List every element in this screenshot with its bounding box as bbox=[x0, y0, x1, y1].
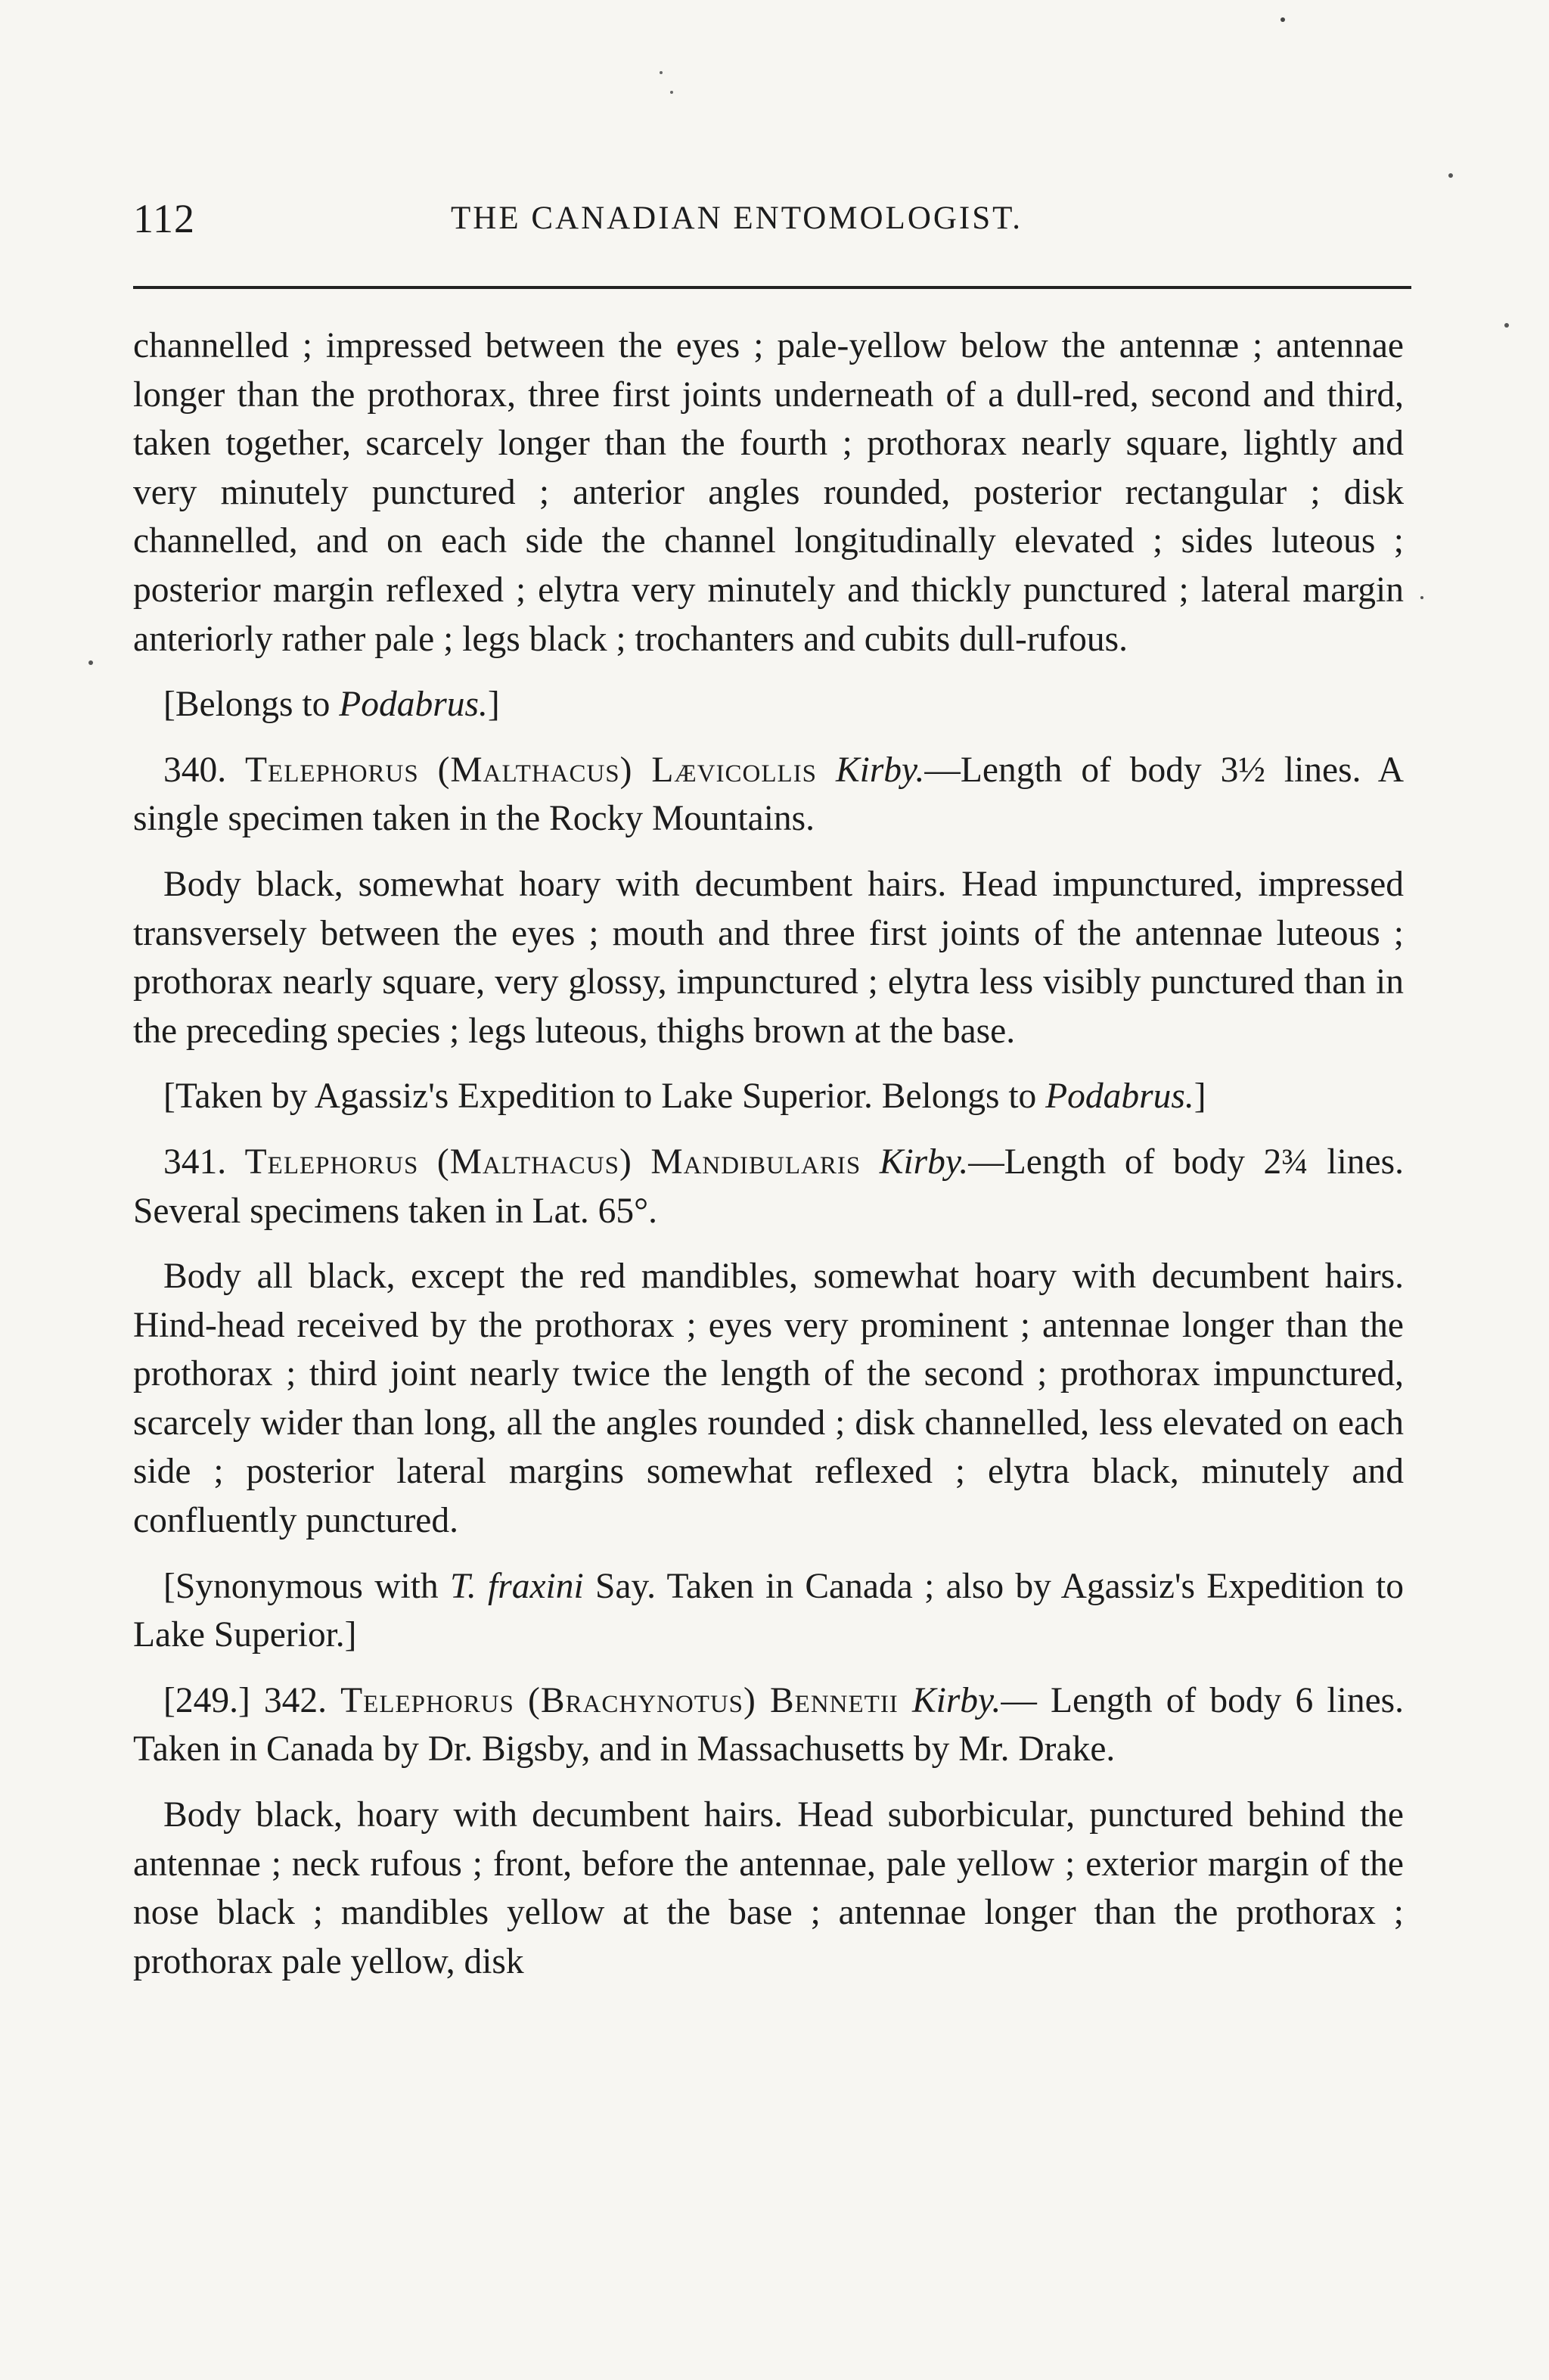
paragraph-note-341 bbox=[133, 1562, 1404, 1660]
speck bbox=[660, 71, 663, 74]
species-entry-342 bbox=[133, 1676, 1404, 1774]
page-header bbox=[133, 195, 1404, 248]
species-name: Bennetii bbox=[770, 1680, 899, 1720]
entry-ref: [249.] bbox=[163, 1680, 250, 1720]
note-text-rest: Say. Taken in Canada ; also by Agassiz's Expedition to Lake Superior.] bbox=[133, 1566, 1404, 1655]
note-close: ] bbox=[487, 685, 500, 725]
note-text: [Belongs to bbox=[163, 685, 340, 725]
speck bbox=[1504, 323, 1509, 328]
paragraph-description-341: Body all black, except the red mandibles, somewhat hoary with decumbent hairs. Hind-head received by the prothorax ; eyes very prominent ; antennae longer than the prothorax ; third joint nearly twice the length of the second ; prothorax impunctured, scarcely wider than long, all the angles rounded ; disk channelled, less elevated on each side ; posterior lateral margins somewhat reflexed ; elytra black, minutely and confluently punctured. bbox=[133, 1257, 1404, 1541]
entry-text: — Length of body 6 lines. Taken in Canada by Dr. Bigsby, and in Massachusetts by Mr. Drake. bbox=[133, 1680, 1405, 1769]
paragraph-continuation: channelled ; impressed between the eyes ; pale-yellow below the antennæ ; antennae longer than the prothorax, three first joints underneath of a dull-red, second and third, taken together, scarcely longer than the fourth ; prothorax nearly square, lightly and very minutely punctured ; anterior angles rounded, posterior rectangular ; disk channelled, and on each side the channel longitudinally elevated ; sides luteous ; posterior margin reflexed ; elytra very minutely and thickly punctured ; lateral margin anteriorly rather pale ; legs black ; trochanters and cubits dull-rufous. bbox=[133, 326, 1404, 659]
genus-name: Podabrus. bbox=[339, 685, 488, 725]
header-rule bbox=[133, 286, 1411, 289]
subgenus-name: (Malthacus) bbox=[436, 1142, 632, 1182]
species-name: T. fraxini bbox=[449, 1566, 584, 1606]
entry-number: 340. bbox=[163, 750, 227, 790]
entry-text: —Length of body 3½ lines. A single specimen taken in the Rocky Mountains. bbox=[133, 750, 1405, 839]
note-text: [Taken by Agassiz's Expedition to Lake Superior. Belongs to bbox=[163, 1077, 1046, 1117]
subgenus-name: (Brachynotus) bbox=[528, 1680, 756, 1720]
speck bbox=[1420, 596, 1423, 599]
paragraph-description-340: Body black, somewhat hoary with decumbent hairs. Head impunctured, impressed transversely between the eyes ; mouth and three first joints of the antennae luteous ; prothorax nearly square, very glossy, impunctured ; elytra less visibly punctured than in the preceding species ; legs luteous, thighs brown at the base. bbox=[133, 864, 1404, 1051]
genus-name: Podabrus. bbox=[1045, 1077, 1194, 1117]
speck bbox=[88, 660, 93, 665]
page-body bbox=[133, 322, 1404, 1986]
paragraph-description-342: Body black, hoary with decumbent hairs. Head suborbicular, punctured behind the antennae ; neck rufous ; front, before the antennae, pale yellow ; exterior margin of the nose black ; mandibles yellow at the base ; antennae longer than the prothorax ; prothorax pale yellow, disk bbox=[133, 1795, 1404, 1981]
genus-name: Telephorus bbox=[245, 750, 419, 790]
subgenus-name: (Malthacus) bbox=[437, 750, 633, 790]
entry-number: 342. bbox=[263, 1680, 327, 1720]
speck bbox=[1280, 17, 1285, 22]
author-name: Kirby. bbox=[911, 1680, 1001, 1720]
page-number: 112 bbox=[133, 196, 195, 241]
author-name: Kirby. bbox=[879, 1142, 969, 1182]
entry-number: 341. bbox=[163, 1142, 227, 1182]
species-name: Lævicollis bbox=[651, 750, 818, 790]
entry-text: —Length of body 2¾ lines. Several specimens taken in Lat. 65°. bbox=[133, 1142, 1404, 1231]
genus-name: Telephorus bbox=[244, 1142, 419, 1182]
speck bbox=[670, 91, 673, 94]
paragraph-note-339 bbox=[133, 680, 1404, 729]
species-entry-340 bbox=[133, 746, 1404, 844]
species-name: Mandibularis bbox=[650, 1142, 861, 1182]
note-close: ] bbox=[1194, 1077, 1206, 1117]
species-entry-341 bbox=[133, 1138, 1404, 1235]
note-text: [Synonymous with bbox=[163, 1566, 450, 1606]
author-name: Kirby. bbox=[835, 750, 925, 790]
paragraph-note-340 bbox=[133, 1072, 1404, 1121]
speck bbox=[1448, 173, 1453, 178]
genus-name: Telephorus bbox=[340, 1680, 514, 1720]
running-head: THE CANADIAN ENTOMOLOGIST. bbox=[451, 200, 1023, 236]
